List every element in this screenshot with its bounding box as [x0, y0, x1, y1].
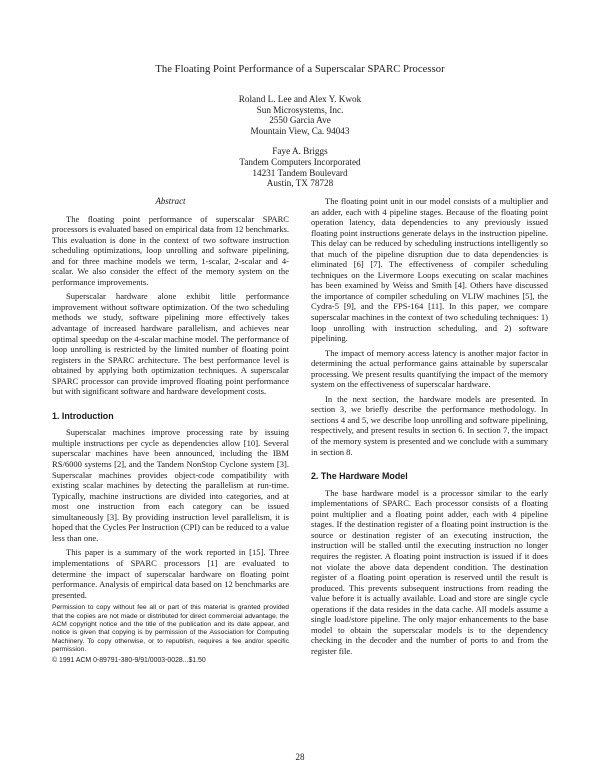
left-column	[52, 196, 289, 666]
body-paragraph: The floating point unit in our model consists of a multiplier and an adder, each with 4 pipeline stages. Because of the floating point operation latency, data dependencies to any previously issued floating point instructions generate delays in the instruction pipeline. This delay can be reduced by scheduling instructions intelligently so that much of the pipeline disruption due to data dependencies is eliminated [6] [7]. The effectiveness of compiler scheduling techniques on the Livermore Loops executing on scalar machines has been examined by Weiss and Smith [4]. Others have discussed the importance of compiler scheduling on VLIW machines [5], the Cydra-5 [9], and the FPS-164 [11]. In this paper, we compare superscalar machines in the context of two scheduling techniques: 1) loop unrolling with instruction scheduling, and 2) software pipelining.	[311, 196, 548, 344]
page-number: 28	[295, 752, 305, 762]
author-city: Mountain View, Ca. 94043	[250, 125, 350, 136]
author-names: Faye A. Briggs	[272, 146, 328, 157]
abstract-heading: Abstract	[155, 196, 186, 206]
abstract-paragraph: The floating point performance of superscalar SPARC processors is evaluated based on empirical data from 12 benchmarks. This evaluation is done in the context of two software instruction scheduling optimizations, loop unrolling and software pipelining, and for three machine models we term, 1-scalar, 2-scalar and 4-scalar. We also consider the effect of the memory system on the performance improvements.	[52, 213, 289, 287]
hardware-model-paragraph: The base hardware model is a processor similar to the early implementations of SPARC. Each processor consists of a floating point multiplier and a floating point adder, each with 4 pipeline stages. If the destination register of a floating point instruction is the source or destination register of an executing instruction, the instruction will be stalled until the executing instruction no longer requires the register. A floating point instruction is issued if it does not violate the above data dependent condition. The destination register of a floating point operation is reserved until the result is produced. This prevents subsequent instructions from reading the value before it is actually available. Load and store are single cycle operations if the data resides in the data cache. All models assume a single load/store pipeline. The only major enhancements to the base model to obtain the superscalar models is to the dependency checking in the decoder and the number of ports to and from the register file.	[311, 487, 548, 656]
author-address: 14231 Tandem Boulevard	[252, 167, 348, 178]
acm-doi-line: © 1991 ACM 0-89791-380-9/91/0003-0028...$1.50	[52, 656, 206, 664]
author-group-2	[0, 146, 600, 188]
body-paragraph: In the next section, the hardware models are presented. In section 3, we briefly describe the performance methodology. In sections 4 and 5, we describe loop unrolling and software pipelining, respectively, and present results in section 6. In section 7, the impact of the memory system is presented and we conclude with a summary in section 8.	[311, 393, 548, 457]
copyright-notice: Permission to copy without fee all or part of this material is granted provided that the copies are not made or distributed for direct commercial advantage, the ACM copyright notice and the title of the publication and its date appear, and notice is given that copying is by permission of the Association for Computing Machinery. To copy otherwise, or to republish, requires a fee and/or specific permission.	[52, 604, 289, 654]
body-paragraph: The impact of memory access latency is another major factor in determining the actual performance gains attainable by superscalar processing. We present results quantifying the impact of the memory system on the effectiveness of superscalar hardware.	[311, 347, 548, 390]
right-column	[311, 196, 548, 660]
author-address: 2550 Garcia Ave	[269, 115, 331, 126]
author-block	[0, 94, 600, 189]
section-heading-introduction: 1. Introduction	[52, 410, 114, 421]
author-affiliation: Sun Microsystems, Inc.	[256, 104, 344, 115]
section-heading-hardware-model: 2. The Hardware Model	[311, 471, 408, 482]
abstract-paragraph: Superscalar hardware alone exhibit little performance improvement without software optimization. Of the two scheduling methods we study, software pipelining more effectively takes advantage of increased hardware parallelism, and achieves near optimal speedup on the 4-scalar machine model. The performance of loop unrolling is restricted by the limited number of floating point registers in the SPARC architecture. The best performance level is obtained by applying both optimization techniques. A superscalar SPARC processor can provide improved floating point performance but with significant software and hardware development costs.	[52, 291, 289, 397]
author-city: Austin, TX 78728	[266, 178, 334, 189]
author-names: Roland L. Lee and Alex Y. Kwok	[238, 94, 362, 104]
intro-paragraph: This paper is a summary of the work reported in [15]. Three implementations of SPARC processors [1] are evaluated to determine the impact of superscalar hardware on floating point performance. Analysis of empirical data based on 12 benchmarks are presented.	[52, 547, 289, 600]
author-group-1	[0, 94, 600, 136]
paper-title: The Floating Point Performance of a Superscalar SPARC Processor	[155, 64, 445, 75]
author-affiliation: Tandem Computers Incorporated	[239, 156, 361, 167]
intro-paragraph: Superscalar machines improve processing rate by issuing multiple instructions per cycle as dependencies allow [10]. Several superscalar machines have been announced, including the IBM RS/6000 systems [2], and the Tandem NonStop Cyclone system [3]. Superscalar machines provides object-code compatibility with existing scalar machines by detecting the parallelism at run-time. Typically, machine instructions are divided into categories, and at most one instruction from each category can be issued simultaneously [3]. By providing instruction level parallelism, it is hoped that the Cycles Per Instruction (CPI) can be reduced to a value less than one.	[52, 427, 289, 543]
